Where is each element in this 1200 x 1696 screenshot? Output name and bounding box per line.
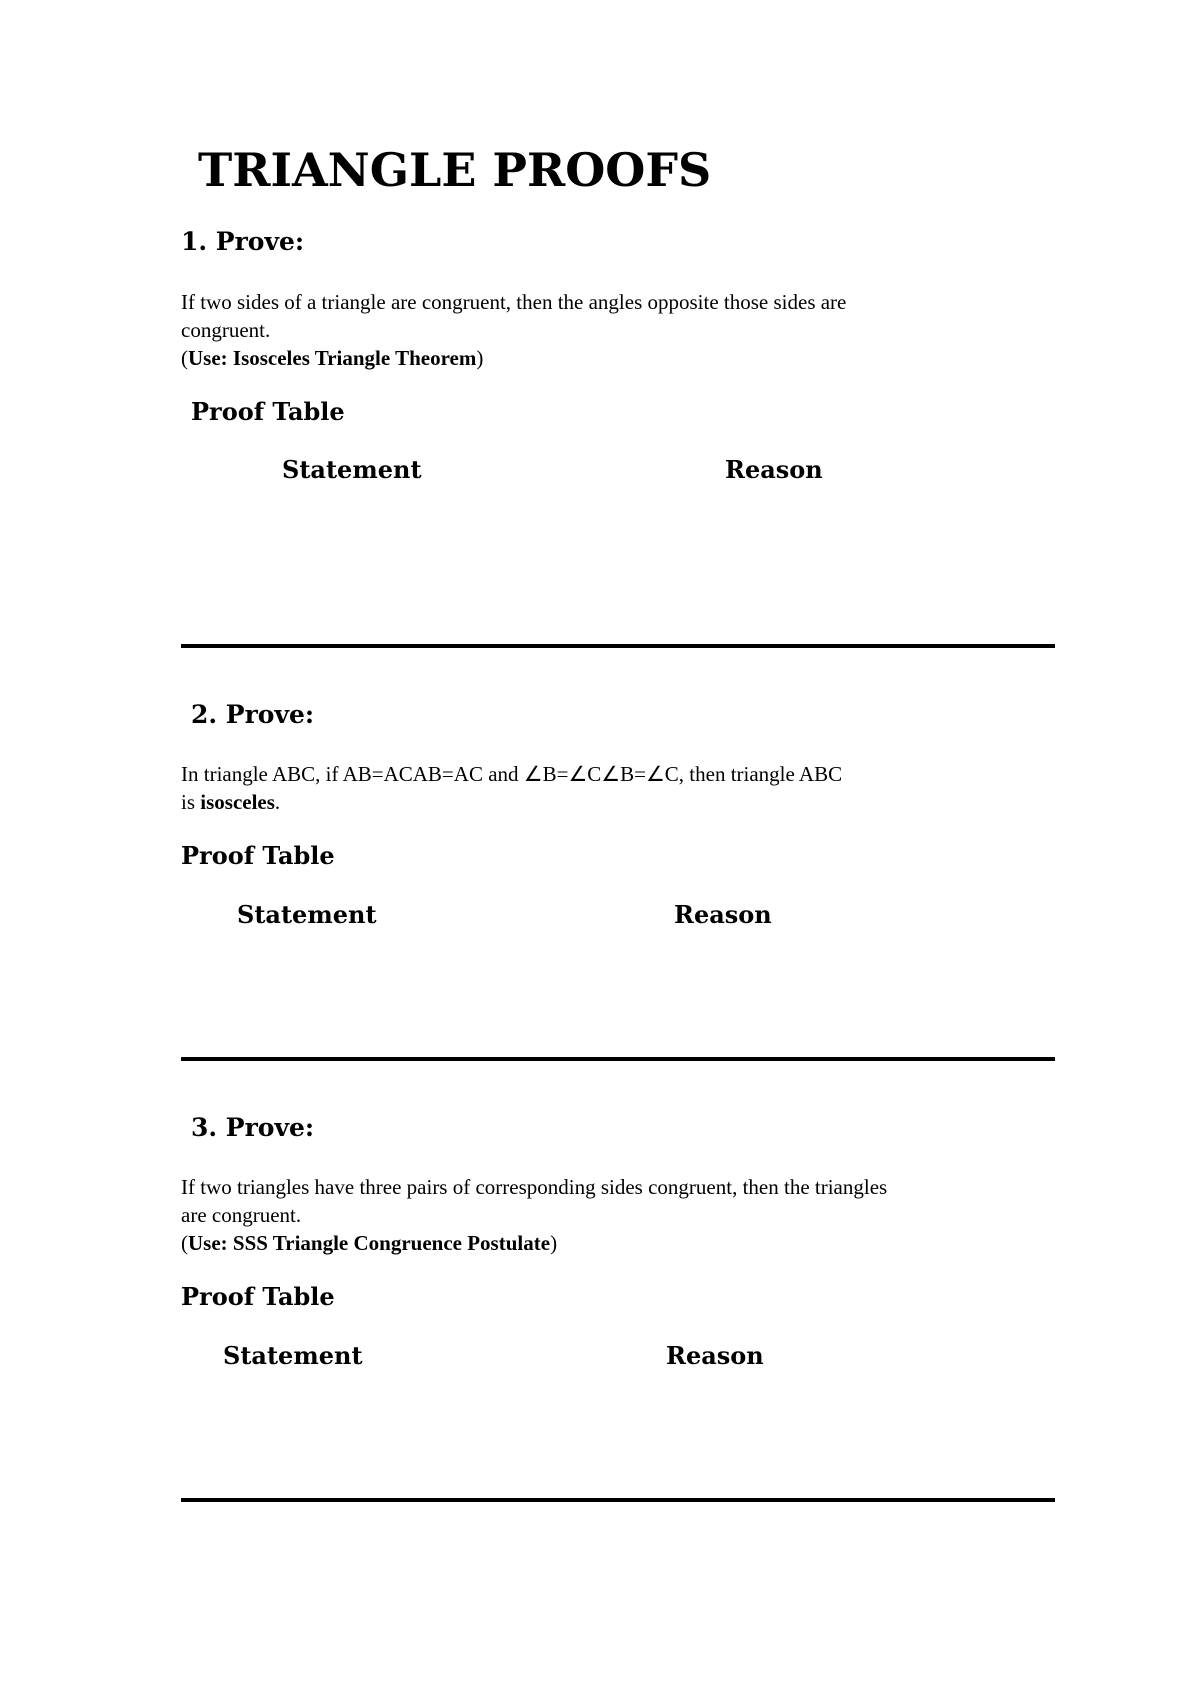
problem-2-text-prefix: is (181, 790, 201, 814)
problem-2-heading: 2. Prove: (191, 700, 315, 729)
problem-3-use-postulate: Use: SSS Triangle Congruence Postulate (188, 1231, 551, 1255)
problem-3-reason-header: Reason (666, 1341, 764, 1370)
problem-1-divider (181, 644, 1055, 648)
problem-2-proof-table-label: Proof Table (181, 841, 335, 870)
problem-1-reason-header: Reason (725, 455, 823, 484)
problem-2-text-bold: isosceles (200, 790, 275, 814)
problem-1-use-theorem: Use: Isosceles Triangle Theorem (188, 346, 477, 370)
problem-3-divider (181, 1498, 1055, 1502)
problem-1-text-line-1: If two sides of a triangle are congruent, then the angles opposite those sides are (181, 290, 847, 314)
problem-3-use-note (181, 1229, 1061, 1257)
problem-3-use-open: ( (181, 1231, 188, 1255)
problem-1-use-close: ) (476, 346, 484, 370)
problem-2-text-line-2 (181, 788, 1061, 816)
problem-1-proof-table-label: Proof Table (191, 397, 345, 426)
problem-3-statement-header: Statement (223, 1341, 363, 1370)
problem-1-use-note (181, 344, 1061, 372)
problem-3-proof-table-label: Proof Table (181, 1282, 335, 1311)
problem-2-statement-header: Statement (237, 900, 377, 929)
problem-3-use-close: ) (550, 1231, 558, 1255)
problem-3-text-line-1: If two triangles have three pairs of corresponding sides congruent, then the triangles (181, 1175, 888, 1199)
problem-2-reason-header: Reason (674, 900, 772, 929)
problem-2-divider (181, 1057, 1055, 1061)
problem-2-text-line-1: In triangle ABC, if AB=ACAB=AC and ∠B=∠C∠B=∠C, then triangle ABC (181, 762, 843, 786)
problem-3-text (181, 1173, 1061, 1257)
problem-1-text-line-2: congruent. (181, 318, 271, 342)
problem-3-text-line-2: are congruent. (181, 1203, 302, 1227)
page-title: TRIANGLE PROOFS (198, 143, 712, 197)
problem-2-text (181, 760, 1061, 816)
problem-1-heading: 1. Prove: (181, 227, 305, 256)
problem-2-text-suffix: . (274, 790, 281, 814)
problem-3-heading: 3. Prove: (191, 1113, 315, 1142)
problem-1-use-open: ( (181, 346, 188, 370)
problem-1-text (181, 288, 1061, 372)
problem-1-statement-header: Statement (282, 455, 422, 484)
